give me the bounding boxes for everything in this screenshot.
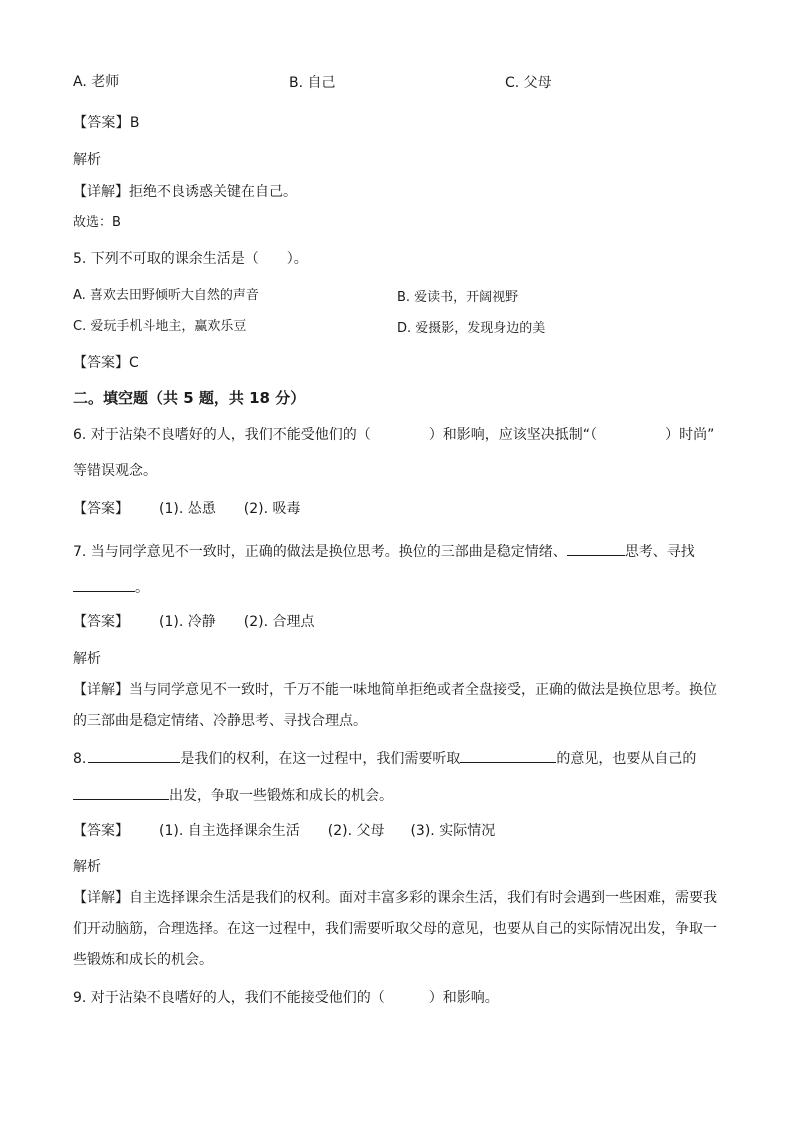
detail-tag: 【详解】 — [73, 682, 129, 698]
q8-answer — [73, 821, 495, 841]
q6-answer — [73, 499, 300, 519]
answer-2: (2). 吸毒 — [243, 501, 301, 517]
q8-detail-line2: 们开动脑筋，合理选择。在这一过程中，我们需要听取父母的意见，也要从自己的实际情况出发，争取一 — [73, 921, 717, 937]
q7-answer — [73, 612, 314, 632]
q4-option-a: A. 老师 — [73, 74, 120, 90]
q6-text-b: ）和影响，应该坚决抵制“（ — [428, 427, 598, 443]
q8-analysis-heading: 解析 — [73, 859, 101, 875]
q7-detail-line1 — [73, 680, 717, 700]
q8-line2 — [73, 785, 393, 806]
answer-tag: 【答案】 — [73, 501, 129, 517]
q7-line2-end: 。 — [135, 580, 149, 596]
q7-line1 — [73, 541, 695, 562]
answer-value: C — [129, 355, 139, 371]
q7-text-a: 7. 当与同学意见不一致时，正确的做法是换位思考。换位的三部曲是稳定情绪、 — [73, 544, 567, 560]
q8-text-b: 是我们的权利，在这一过程中，我们需要听取 — [180, 751, 461, 767]
q8-text-d: 出发，争取一些锻炼和成长的机会。 — [169, 788, 393, 804]
detail-text: 拒绝不良诱惑关键在自己。 — [129, 184, 297, 200]
q4-detail — [73, 182, 297, 202]
q7-line2 — [73, 577, 149, 598]
detail-text: 自主选择课余生活是我们的权利。面对丰富多彩的课余生活，我们有时会遇到一些困难，需要我 — [129, 890, 717, 906]
detail-tag: 【详解】 — [73, 184, 129, 200]
answer-1: (1). 自主选择课余生活 — [159, 823, 300, 839]
q9-line1 — [73, 988, 499, 1008]
blank-2[interactable] — [73, 577, 135, 592]
answer-3: (3). 实际情况 — [410, 823, 496, 839]
q4-option-c: C. 父母 — [505, 75, 552, 91]
answer-2: (2). 父母 — [327, 823, 385, 839]
detail-tag: 【详解】 — [73, 890, 129, 906]
q9-text-a: 9. 对于沾染不良嗜好的人，我们不能接受他们的（ — [73, 990, 385, 1006]
q6-line1 — [73, 425, 714, 445]
q5-option-a: A. 喜欢去田野倾听大自然的声音 — [73, 288, 259, 303]
q4-analysis-heading: 解析 — [73, 152, 101, 168]
q6-text-c: ）时尚” — [665, 427, 715, 443]
q5-stem: 5. 下列不可取的课余生活是（ ）。 — [73, 251, 308, 267]
q8-text-c: 的意见，也要从自己的 — [556, 751, 697, 767]
q5-answer — [73, 353, 139, 373]
q7-text-b: 思考、寻找 — [624, 544, 695, 560]
q8-detail-line1 — [73, 888, 717, 908]
detail-text: 当与同学意见不一致时，千万不能一味地简单拒绝或者全盘接受，正确的做法是换位思考。换位 — [129, 682, 717, 698]
q8-number: 8. — [73, 751, 87, 767]
answer-tag: 【答案】 — [73, 355, 129, 371]
q8-detail-line3: 些锻炼和成长的机会。 — [73, 952, 213, 968]
q5-option-d: D. 爱摄影，发现身边的美 — [397, 321, 546, 336]
answer-value: B — [129, 115, 140, 131]
q8-line1 — [73, 748, 696, 769]
blank-2[interactable] — [460, 748, 556, 763]
q4-answer — [73, 113, 139, 133]
q5-option-c: C. 爱玩手机斗地主，赢欢乐豆 — [73, 319, 247, 334]
section-heading: 二。填空题（共 5 题，共 18 分） — [73, 389, 306, 407]
blank-1[interactable] — [567, 541, 625, 556]
q9-text-b: ）和影响。 — [428, 990, 499, 1006]
answer-tag: 【答案】 — [73, 823, 129, 839]
q7-detail-line2: 的三部曲是稳定情绪、冷静思考、寻找合理点。 — [73, 713, 367, 729]
answer-1: (1). 怂恿 — [159, 501, 216, 517]
q6-line2: 等错误观念。 — [73, 463, 157, 479]
answer-tag: 【答案】 — [73, 614, 129, 630]
q7-analysis-heading: 解析 — [73, 651, 101, 667]
q4-option-b: B. 自己 — [289, 75, 336, 91]
answer-tag: 【答案】 — [73, 115, 130, 131]
answer-2: (2). 合理点 — [243, 614, 315, 630]
answer-1: (1). 冷静 — [159, 614, 216, 630]
q6-text-a: 6. 对于沾染不良嗜好的人，我们不能受他们的（ — [73, 427, 371, 443]
blank-3[interactable] — [73, 785, 169, 800]
blank-1[interactable] — [88, 748, 180, 763]
q5-option-b: B. 爱读书，开阔视野 — [397, 290, 519, 305]
q4-final-choice: 故选：B — [73, 215, 121, 230]
